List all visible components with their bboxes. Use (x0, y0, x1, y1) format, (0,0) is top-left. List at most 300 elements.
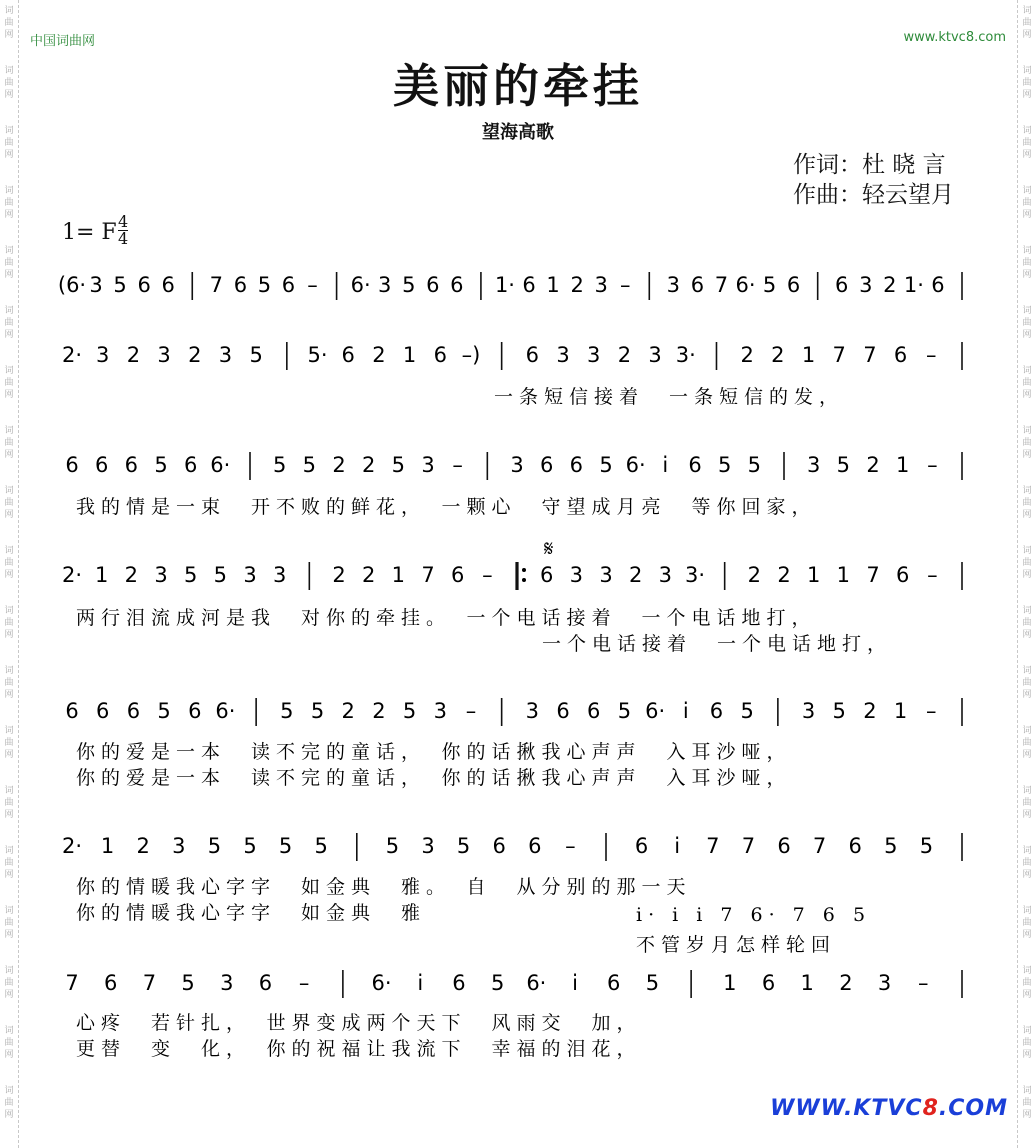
watermark-char: 词 (4, 426, 14, 436)
note: 1 (806, 563, 821, 587)
watermark-char: 词 (4, 486, 14, 496)
note: 6 (124, 453, 139, 477)
note: 1· (494, 273, 515, 297)
note: 2 (341, 699, 355, 723)
note: 1 (391, 563, 406, 587)
watermark-char: 词 (4, 966, 14, 976)
dash-extension: – (927, 453, 938, 477)
note: 7 (142, 971, 157, 995)
note: 3 (172, 834, 186, 858)
dash-extension: – (307, 273, 318, 297)
watermark-char: 曲 (1022, 18, 1032, 28)
watermark-char: 曲 (4, 1098, 14, 1108)
watermark-char: 曲 (1022, 738, 1032, 748)
ktvc8-logo[interactable] (770, 1096, 1008, 1121)
note: 1 (94, 563, 109, 587)
note: 6 (281, 273, 296, 297)
note: 3 (272, 563, 287, 587)
note: 2 (361, 563, 376, 587)
note: 7 (832, 343, 846, 367)
watermark-char: 网 (4, 210, 14, 220)
time-bottom: 4 (118, 229, 129, 248)
watermark-char: 词 (1022, 486, 1032, 496)
note: 6· (625, 453, 646, 477)
note: 2 (372, 343, 386, 367)
note: 6 (607, 971, 621, 995)
note: 5· (307, 343, 328, 367)
key-signature: 1= F (62, 220, 117, 245)
note: 3 (89, 273, 103, 297)
note: 2 (777, 563, 791, 587)
watermark-char: 曲 (1022, 258, 1032, 268)
watermark-char: 词 (1022, 426, 1032, 436)
note: 2 (866, 453, 880, 477)
watermark-char: 网 (4, 450, 14, 460)
lyric-line: 更替 变 化， 你的祝福让我流下 幸福的泪花， (76, 1038, 642, 1060)
dash-extension: – (619, 273, 631, 297)
repeat-dot (522, 578, 526, 582)
lyric-line: 一个电话接着 一个电话地打， (542, 633, 893, 655)
watermark-char: 词 (4, 846, 14, 856)
watermark-char: 网 (1022, 270, 1032, 280)
note: 5 (113, 273, 127, 297)
watermark-char: 网 (4, 150, 14, 160)
watermark-char: 词 (4, 1086, 14, 1096)
dash-extension: – (926, 699, 937, 723)
watermark-char: 曲 (4, 558, 14, 568)
watermark-char: 词 (4, 126, 14, 136)
watermark-char: 网 (4, 270, 14, 280)
watermark-char: 网 (4, 810, 14, 820)
watermark-char: 曲 (4, 798, 14, 808)
watermark-char: 词 (4, 246, 14, 256)
watermark-char: 网 (4, 1050, 14, 1060)
note: 7 (706, 834, 720, 858)
dash-extension: – (298, 971, 310, 995)
watermark-char: 曲 (1022, 1038, 1032, 1048)
note: 5 (919, 834, 934, 858)
logo-part1: WWW.KTVC (770, 1096, 923, 1121)
watermark-char: 网 (4, 510, 14, 520)
note: 5 (257, 273, 272, 297)
note: 6· (735, 273, 756, 297)
note: –) (461, 343, 481, 367)
note: 3 (599, 563, 613, 587)
note: i (417, 971, 424, 995)
note: 5 (310, 699, 325, 723)
lyricist: 作词：杜 晓 言 (793, 152, 946, 178)
note: 6 (569, 453, 584, 477)
watermark-char: 词 (1022, 66, 1032, 76)
watermark-char: 曲 (1022, 318, 1032, 328)
note: 5 (617, 699, 632, 723)
watermark-char: 词 (1022, 846, 1032, 856)
note: 6 (96, 699, 110, 723)
note: 2 (136, 834, 150, 858)
watermark-char: 网 (1022, 630, 1032, 640)
watermark-char: 曲 (1022, 438, 1032, 448)
note: 2 (617, 343, 632, 367)
note: 3 (220, 971, 234, 995)
note: 3· (675, 343, 696, 367)
note: 6 (528, 834, 542, 858)
watermark-char: 词 (4, 306, 14, 316)
watermark-char: 曲 (4, 918, 14, 928)
watermark-char: 曲 (1022, 138, 1032, 148)
note: 3 (157, 343, 171, 367)
note: 1· (903, 273, 924, 297)
note: 5 (645, 971, 660, 995)
note: 7 (741, 834, 756, 858)
note: 6 (539, 453, 554, 477)
watermark-char: 网 (1022, 1050, 1032, 1060)
note: 6 (126, 699, 141, 723)
watermark-char: 网 (1022, 1110, 1032, 1120)
note: 6· (210, 453, 231, 477)
note: i (674, 834, 681, 858)
note: 5 (836, 453, 851, 477)
note: 2 (628, 563, 643, 587)
note: 2 (570, 273, 584, 297)
note: 6 (452, 971, 466, 995)
watermark-char: 网 (4, 90, 14, 100)
dash-extension: – (465, 699, 477, 723)
watermark-char: 曲 (4, 858, 14, 868)
lyric-line: 你的情暖我心字字 如金典 雅 (76, 902, 427, 924)
note: 2 (361, 453, 376, 477)
watermark-char: 网 (1022, 990, 1032, 1000)
note: 6 (341, 343, 355, 367)
lyric-line: i· i i 7 6· 7 6 5 (636, 904, 872, 926)
watermark-char: 词 (4, 726, 14, 736)
note: 3 (525, 699, 540, 723)
note: 1 (836, 563, 851, 587)
dash-extension: – (927, 563, 938, 587)
watermark-char: 曲 (4, 1038, 14, 1048)
note: 5 (183, 563, 198, 587)
note: 5 (717, 453, 732, 477)
watermark-char: 词 (4, 666, 14, 676)
note: 6 (183, 453, 198, 477)
note: i (662, 453, 669, 477)
watermark-char: 网 (1022, 450, 1032, 460)
note: 6 (450, 273, 464, 297)
note: 5 (740, 699, 754, 723)
watermark-char: 词 (4, 906, 14, 916)
note: 1 (893, 699, 908, 723)
note: 2 (883, 273, 897, 297)
watermark-char: 网 (1022, 570, 1032, 580)
note: 3 (594, 273, 608, 297)
note: 2 (188, 343, 202, 367)
note: 5 (280, 699, 294, 723)
watermark-char: 词 (4, 186, 14, 196)
note: i (682, 699, 689, 723)
note: 6 (539, 563, 554, 587)
watermark-char: 曲 (4, 258, 14, 268)
note: 3 (433, 699, 447, 723)
watermark-char: 网 (1022, 510, 1032, 520)
note: 5 (747, 453, 762, 477)
note: 3 (556, 343, 570, 367)
note: 1 (402, 343, 417, 367)
lyric-line: 不管岁月怎样轮回 (636, 934, 837, 956)
watermark-char: 网 (1022, 90, 1032, 100)
note: 2 (747, 563, 762, 587)
watermark-char: 曲 (4, 318, 14, 328)
watermark-char: 词 (1022, 1026, 1032, 1036)
note: 6 (777, 834, 791, 858)
note: 6 (690, 273, 705, 297)
note: 5 (157, 699, 171, 723)
song-title: 美丽的牵挂 (393, 59, 643, 113)
watermark-char: 曲 (4, 18, 14, 28)
time-top: 4 (118, 212, 129, 231)
watermark-char: 词 (1022, 546, 1032, 556)
note: 5 (762, 273, 777, 297)
note: 6· (645, 699, 666, 723)
watermark-char: 词 (1022, 606, 1032, 616)
note: 6 (525, 343, 540, 367)
note: 6· (526, 971, 547, 995)
note: 5 (302, 453, 317, 477)
note: 5 (402, 273, 416, 297)
note: 3 (421, 834, 435, 858)
note: 1 (723, 971, 737, 995)
note: 6 (65, 699, 79, 723)
note: 6· (371, 971, 392, 995)
note: 5 (402, 699, 417, 723)
watermark-char: 曲 (1022, 678, 1032, 688)
dash-extension: – (918, 971, 929, 995)
note: 1 (546, 273, 560, 297)
lyric-line: 一条短信接着 一条短信的发， (494, 386, 845, 408)
watermark-char: 网 (4, 990, 14, 1000)
note: 6· (215, 699, 236, 723)
note: 7 (863, 343, 877, 367)
note: 1 (100, 834, 115, 858)
watermark-char: 词 (4, 546, 14, 556)
note: 2 (740, 343, 754, 367)
note: 3 (806, 453, 821, 477)
note: 2 (126, 343, 141, 367)
note: 6 (65, 453, 79, 477)
note: 3 (658, 563, 673, 587)
note: 3 (587, 343, 601, 367)
note: 6 (450, 563, 465, 587)
watermark-char: 网 (1022, 810, 1032, 820)
watermark-char: 曲 (4, 138, 14, 148)
song-subtitle: 望海高歌 (482, 122, 554, 143)
note: 6 (786, 273, 801, 297)
watermark-char: 网 (1022, 390, 1032, 400)
note: i (572, 971, 578, 995)
note: 6 (848, 834, 862, 858)
note: 6 (895, 563, 910, 587)
logo-part2: 8 (922, 1096, 939, 1121)
note: 6 (835, 273, 849, 297)
note: 7 (209, 273, 224, 297)
watermark-char: 曲 (4, 678, 14, 688)
watermark-char: 词 (4, 66, 14, 76)
watermark-char: 网 (1022, 150, 1032, 160)
note: 5 (599, 453, 613, 477)
watermark-char: 曲 (4, 978, 14, 988)
watermark-char: 词 (1022, 666, 1032, 676)
note: 3 (243, 563, 257, 587)
note: 6 (233, 273, 248, 297)
note: 6 (587, 699, 601, 723)
watermark-char: 词 (1022, 246, 1032, 256)
dash-extension: – (482, 563, 493, 587)
note: 3 (859, 273, 873, 297)
note: 5 (249, 343, 263, 367)
dash-extension: – (452, 453, 463, 477)
dash-extension: – (565, 834, 576, 858)
note: 3 (378, 273, 392, 297)
note: 3 (666, 273, 681, 297)
note: 5 (181, 971, 195, 995)
watermark-char: 网 (1022, 210, 1032, 220)
note: 6 (556, 699, 570, 723)
note: 5 (832, 699, 846, 723)
watermark-char: 曲 (4, 438, 14, 448)
lyric-line: 你的情暖我心字字 如金典 雅。 自 从分别的那一天 (76, 876, 692, 898)
note: 7 (866, 563, 880, 587)
watermark-char: 词 (1022, 366, 1032, 376)
watermark-char: 网 (4, 690, 14, 700)
note: 7 (714, 273, 729, 297)
lyric-line: 你的爱是一本 读不完的童话， 你的话揪我心声声 入耳沙哑， (76, 741, 792, 763)
note: 2 (372, 699, 386, 723)
note: 6 (161, 273, 175, 297)
watermark-char: 词 (4, 786, 14, 796)
note: 3 (218, 343, 233, 367)
note: (6· (57, 273, 87, 297)
note: 5 (207, 834, 222, 858)
lyric-line: 我的情是一束 开不败的鲜花， 一颗心 守望成月亮 等你回家， (76, 496, 817, 518)
watermark-char: 曲 (1022, 558, 1032, 568)
note: 6 (426, 273, 440, 297)
watermark-char: 网 (1022, 870, 1032, 880)
note: 6 (522, 273, 536, 297)
watermark-char: 词 (1022, 786, 1032, 796)
watermark-char: 网 (4, 30, 14, 40)
watermark-char: 网 (4, 1110, 14, 1120)
site-name-left: 中国词曲网 (30, 34, 96, 49)
watermark-char: 曲 (1022, 198, 1032, 208)
watermark-char: 词 (1022, 726, 1032, 736)
watermark-char: 词 (1022, 1086, 1032, 1096)
note: 6 (433, 343, 447, 367)
note: 6 (634, 834, 649, 858)
note: 3 (96, 343, 110, 367)
note: 5 (490, 971, 505, 995)
watermark-char: 词 (4, 366, 14, 376)
lyric-line: 两行泪流成河是我 对你的牵挂。 一个电话接着 一个电话地打， (76, 607, 817, 629)
note: 2 (839, 971, 853, 995)
watermark-char: 词 (1022, 906, 1032, 916)
note: 5 (278, 834, 293, 858)
note: 3 (801, 699, 816, 723)
note: 5 (243, 834, 257, 858)
watermark-char: 网 (4, 870, 14, 880)
watermark-char: 曲 (4, 738, 14, 748)
note: 6 (137, 273, 151, 297)
site-url-right[interactable]: www.ktvc8.com (903, 30, 1006, 45)
note: 6 (492, 834, 506, 858)
watermark-char: 曲 (4, 498, 14, 508)
note: 7 (65, 971, 79, 995)
note: 2 (332, 453, 346, 477)
note: 6 (104, 971, 118, 995)
watermark-char: 网 (4, 630, 14, 640)
segno-icon: 𝄋 (544, 537, 554, 562)
watermark-char: 词 (1022, 306, 1032, 316)
watermark-char: 网 (1022, 750, 1032, 760)
watermark-char: 曲 (4, 198, 14, 208)
note: 5 (391, 453, 406, 477)
note: 3· (684, 563, 706, 587)
note: 5 (154, 453, 168, 477)
watermark-char: 网 (1022, 330, 1032, 340)
note: 1 (800, 971, 814, 995)
composer: 作曲：轻云望月 (793, 182, 954, 208)
repeat-dot (522, 568, 526, 572)
watermark-char: 网 (1022, 690, 1032, 700)
note: 5 (884, 834, 898, 858)
watermark-char: 词 (4, 606, 14, 616)
note: 3 (154, 563, 168, 587)
note: 3 (877, 971, 892, 995)
watermark-char: 词 (1022, 186, 1032, 196)
logo-part3: .COM (938, 1096, 1008, 1121)
watermark-char: 词 (4, 1026, 14, 1036)
note: 6 (188, 699, 202, 723)
note: 2· (61, 563, 83, 587)
watermark-char: 词 (4, 6, 14, 16)
watermark-char: 网 (4, 330, 14, 340)
note: 6 (94, 453, 109, 477)
watermark-char: 词 (1022, 966, 1032, 976)
watermark-char: 网 (4, 390, 14, 400)
note: 2 (332, 563, 346, 587)
note: 2· (61, 834, 83, 858)
note: 7 (421, 563, 435, 587)
watermark-char: 词 (1022, 126, 1032, 136)
note: 6 (688, 453, 702, 477)
note: 5 (456, 834, 471, 858)
note: 1 (801, 343, 816, 367)
watermark-char: 网 (4, 930, 14, 940)
watermark-char: 词 (1022, 6, 1032, 16)
watermark-char: 网 (4, 570, 14, 580)
note: 3 (569, 563, 584, 587)
watermark-char: 网 (1022, 30, 1032, 40)
note: 7 (812, 834, 827, 858)
watermark-char: 曲 (4, 378, 14, 388)
note: 6· (350, 273, 371, 297)
note: 5 (272, 453, 287, 477)
note: 2· (61, 343, 83, 367)
watermark-char: 曲 (1022, 498, 1032, 508)
note: 5 (385, 834, 400, 858)
watermark-char: 曲 (1022, 798, 1032, 808)
watermark-char: 曲 (1022, 1098, 1032, 1108)
lyric-line: 你的爱是一本 读不完的童话， 你的话揪我心声声 入耳沙哑， (76, 767, 792, 789)
watermark-char: 网 (1022, 930, 1032, 940)
watermark-char: 曲 (4, 78, 14, 88)
